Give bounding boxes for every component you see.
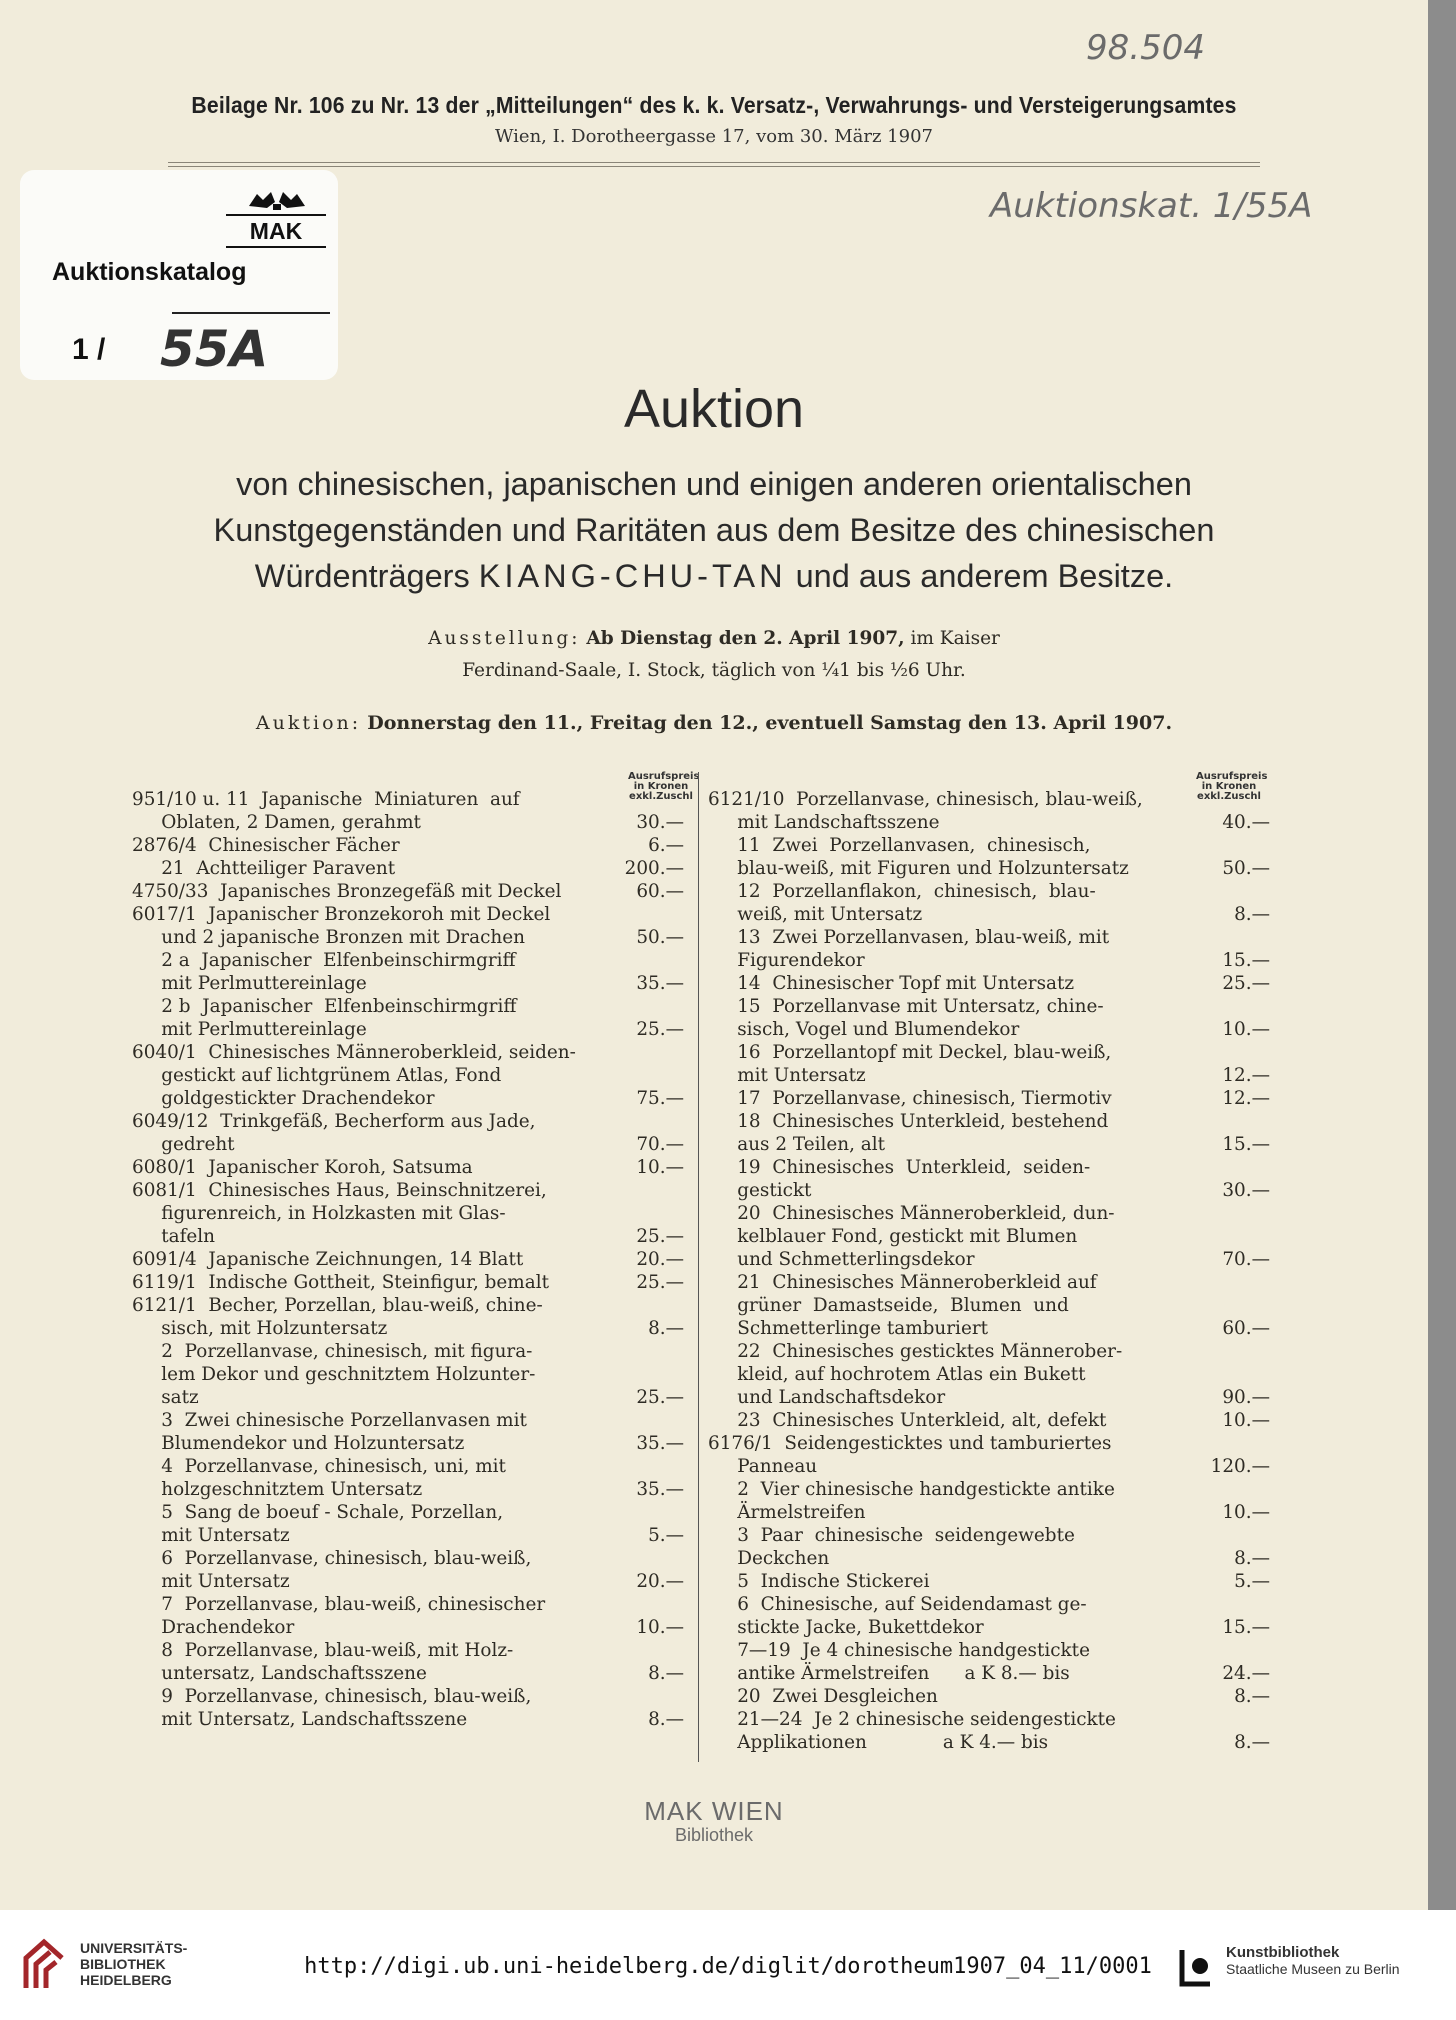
- lot-line: [132, 1685, 684, 1708]
- exhibition-line-1: [0, 628, 1428, 649]
- page-title: Auktion: [623, 379, 805, 439]
- mak-logo-text: MAK: [249, 218, 303, 244]
- lot-price: 35.—: [636, 973, 684, 994]
- lot-price: 10.—: [1222, 1410, 1270, 1431]
- column-divider: [698, 772, 699, 1762]
- lot-line: [708, 1455, 1270, 1478]
- lot-price: 8.—: [648, 1709, 684, 1730]
- owner-name: KIANG-CHU-TAN: [478, 558, 787, 594]
- lot-description: 6119/1 Indische Gottheit, Steinfigur, bemalt: [132, 1272, 549, 1293]
- lot-line: [132, 1179, 684, 1202]
- lot-description: 22 Chinesisches gesticktes Männerober-: [708, 1341, 1123, 1362]
- lot-line: [132, 1271, 684, 1294]
- lot-line: [132, 1593, 684, 1616]
- lot-description: 2 a Japanischer Elfenbeinschirmgriff: [132, 950, 516, 971]
- lot-description: kelblauer Fond, gestickt mit Blumen: [708, 1226, 1078, 1247]
- catalog-number-handwritten: 55A: [160, 320, 269, 378]
- lot-line: [708, 949, 1270, 972]
- lot-price: 10.—: [636, 1617, 684, 1638]
- lot-line: [708, 1616, 1270, 1639]
- lot-price: 12.—: [1222, 1088, 1270, 1109]
- lot-price: 8.—: [648, 1318, 684, 1339]
- lot-description: 14 Chinesischer Topf mit Untersatz: [708, 973, 1075, 994]
- lot-line: [132, 1501, 684, 1524]
- subtitle-line-1: von chinesischen, japanischen und einigen anderen orientalischen: [236, 466, 1192, 502]
- lot-line: [708, 1064, 1270, 1087]
- lot-price: 25.—: [1222, 973, 1270, 994]
- lot-description: 20 Chinesisches Männeroberkleid, dun-: [708, 1203, 1115, 1224]
- lot-price: 24.—: [1222, 1663, 1270, 1684]
- lot-line: [708, 1363, 1270, 1386]
- lot-description: grüner Damastseide, Blumen und: [708, 1295, 1069, 1316]
- lot-price: 20.—: [636, 1249, 684, 1270]
- lot-description: 2876/4 Chinesischer Fächer: [132, 835, 400, 856]
- lot-description: 12 Porzellanflakon, chinesisch, blau-: [708, 881, 1096, 902]
- lot-price: 10.—: [636, 1157, 684, 1178]
- handwritten-inventory-number: 98.504: [1086, 28, 1205, 68]
- lot-line: [708, 1179, 1270, 1202]
- lot-description: holzgeschnitztem Untersatz: [132, 1479, 423, 1500]
- lot-description: 20 Zwei Desgleichen: [708, 1686, 938, 1707]
- lot-price: 10.—: [1222, 1502, 1270, 1523]
- exhibition-date: Ab Dienstag den 2. April 1907,: [586, 628, 905, 649]
- subtitle-line-3: [0, 558, 1428, 595]
- lot-description: mit Landschaftsszene: [708, 812, 940, 833]
- lot-line: [132, 1708, 684, 1731]
- lot-price: 30.—: [1222, 1180, 1270, 1201]
- lot-line: [708, 1041, 1270, 1064]
- lot-description: Applikationen a K 4.— bis: [708, 1732, 1049, 1753]
- lot-description: kleid, auf hochrotem Atlas ein Bukett: [708, 1364, 1086, 1385]
- lot-line: [132, 1340, 684, 1363]
- lot-price: 75.—: [636, 1088, 684, 1109]
- lot-description: 2 b Japanischer Elfenbeinschirmgriff: [132, 996, 517, 1017]
- lot-line: [132, 1662, 684, 1685]
- lot-price: 120.—: [1210, 1456, 1270, 1477]
- subtitle-line-3-end: und aus anderem Besitze.: [795, 558, 1174, 594]
- lot-description: 6080/1 Japanischer Koroh, Satsuma: [132, 1157, 473, 1178]
- lot-line: [708, 1018, 1270, 1041]
- lot-description: 5 Indische Stickerei: [708, 1571, 930, 1592]
- lot-price: 35.—: [636, 1479, 684, 1500]
- lot-description: untersatz, Landschaftsszene: [132, 1663, 427, 1684]
- lot-line: [132, 1110, 684, 1133]
- lot-description: Schmetterlinge tamburiert: [708, 1318, 989, 1339]
- lot-price: 25.—: [636, 1019, 684, 1040]
- lot-description: gestickt: [708, 1180, 812, 1201]
- lot-line: [708, 1478, 1270, 1501]
- lot-description: Figurendekor: [708, 950, 865, 971]
- lot-description: 23 Chinesisches Unterkleid, alt, defekt: [708, 1410, 1107, 1431]
- lot-description: sisch, Vogel und Blumendekor: [708, 1019, 1020, 1040]
- lot-description: lem Dekor und geschnitztem Holzunter-: [132, 1364, 536, 1385]
- university-library-name: UNIVERSITÄTS- BIBLIOTHEK HEIDELBERG: [80, 1940, 188, 1988]
- lot-description: 17 Porzellanvase, chinesisch, Tiermotiv: [708, 1088, 1112, 1109]
- lot-description: aus 2 Teilen, alt: [708, 1134, 886, 1155]
- lot-price: 25.—: [636, 1272, 684, 1293]
- lot-description: goldgestickter Drachendekor: [132, 1088, 435, 1109]
- lot-description: 3 Zwei chinesische Porzellanvasen mit: [132, 1410, 527, 1431]
- lot-description: 21—24 Je 2 chinesische seidengestickte: [708, 1709, 1116, 1730]
- lot-description: mit Untersatz: [132, 1571, 290, 1592]
- lot-line: [132, 926, 684, 949]
- lot-description: 4750/33 Japanisches Bronzegefäß mit Deckel: [132, 881, 562, 902]
- lot-line: [708, 1593, 1270, 1616]
- right-price-column-header: Ausrufspreis in Kronen exkl.Zuschl: [1196, 771, 1268, 802]
- lot-price: 70.—: [636, 1134, 684, 1155]
- lot-price: 60.—: [636, 881, 684, 902]
- permalink-url[interactable]: http://digi.ub.uni-heidelberg.de/diglit/dorotheum1907_04_11/0001: [304, 1954, 1152, 1979]
- lot-line: [132, 1616, 684, 1639]
- lot-line: [132, 1041, 684, 1064]
- lot-description: und Landschaftsdekor: [708, 1387, 946, 1408]
- lot-description: gestickt auf lichtgrünem Atlas, Fond: [132, 1065, 502, 1086]
- auction-dates: [0, 712, 1428, 734]
- lot-line: [132, 1225, 684, 1248]
- exhibition-location-start: im Kaiser: [910, 628, 1000, 649]
- lot-line: [132, 1294, 684, 1317]
- lot-description: 4 Porzellanvase, chinesisch, uni, mit: [132, 1456, 506, 1477]
- catalog-label: Auktionskatalog: [52, 258, 247, 286]
- lot-price: 25.—: [636, 1226, 684, 1247]
- lot-line: [708, 926, 1270, 949]
- catalog-number-prefix: 1 /: [72, 333, 106, 366]
- lot-price: 15.—: [1222, 1617, 1270, 1638]
- lot-line: [132, 1570, 684, 1593]
- lot-line: [708, 1432, 1270, 1455]
- auction-label: Auktion:: [255, 712, 362, 734]
- lot-line: [708, 1202, 1270, 1225]
- lot-line: [132, 1478, 684, 1501]
- lot-price: 50.—: [636, 927, 684, 948]
- digitization-footer: [0, 1910, 1456, 2020]
- lot-description: 21 Achtteiliger Paravent: [132, 858, 396, 879]
- lot-price: 6.—: [648, 835, 684, 856]
- lot-line: [708, 1731, 1270, 1754]
- exhibition-line-2: Ferdinand-Saale, I. Stock, täglich von ¼1 bis ½6 Uhr.: [462, 660, 966, 681]
- lot-description: 6 Porzellanvase, chinesisch, blau-weiß,: [132, 1548, 532, 1569]
- handwritten-catalog-reference: Auktionskat. 1/55A: [990, 186, 1313, 226]
- lot-line: [708, 1225, 1270, 1248]
- lot-description: tafeln: [132, 1226, 216, 1247]
- lot-line: [708, 1133, 1270, 1156]
- lot-price: 30.—: [636, 812, 684, 833]
- lot-description: 6176/1 Seidengesticktes und tamburiertes: [708, 1433, 1112, 1454]
- supplement-header: Beilage Nr. 106 zu Nr. 13 der „Mitteilungen“ des k. k. Versatz-, Verwahrungs- und Versteigerungsamtes: [191, 92, 1237, 118]
- lot-line: [708, 857, 1270, 880]
- lot-line: [132, 1064, 684, 1087]
- lot-line: [132, 834, 684, 857]
- lot-price: 25.—: [636, 1387, 684, 1408]
- lot-line: [708, 1294, 1270, 1317]
- lot-line: [132, 1409, 684, 1432]
- lot-line: [708, 1386, 1270, 1409]
- lot-line: [708, 903, 1270, 926]
- lot-line: [708, 1524, 1270, 1547]
- lot-line: [132, 788, 684, 811]
- lot-line: [132, 857, 684, 880]
- lot-description: 6081/1 Chinesisches Haus, Beinschnitzerei,: [132, 1180, 547, 1201]
- header-rule-bottom: [168, 166, 1260, 167]
- lot-line: [132, 972, 684, 995]
- lot-description: Blumendekor und Holzuntersatz: [132, 1433, 465, 1454]
- lot-description: 11 Zwei Porzellanvasen, chinesisch,: [708, 835, 1091, 856]
- lot-line: [708, 811, 1270, 834]
- lot-description: 9 Porzellanvase, chinesisch, blau-weiß,: [132, 1686, 532, 1707]
- lot-price: 8.—: [1234, 1732, 1270, 1753]
- lot-description: mit Untersatz: [132, 1525, 290, 1546]
- lot-line: [708, 995, 1270, 1018]
- lot-line: [708, 1271, 1270, 1294]
- subtitle-line-2: Kunstgegenständen und Raritäten aus dem Besitze des chinesischen: [213, 512, 1215, 548]
- lot-line: [132, 1248, 684, 1271]
- lot-description: 2 Porzellanvase, chinesisch, mit figura-: [132, 1341, 533, 1362]
- lot-line: [708, 1547, 1270, 1570]
- lot-description: Oblaten, 2 Damen, gerahmt: [132, 812, 421, 833]
- kunstbibliothek-name: Kunstbibliothek Staatliche Museen zu Berlin: [1226, 1944, 1400, 1977]
- lot-description: 6 Chinesische, auf Seidendamast ge-: [708, 1594, 1087, 1615]
- lot-line: [132, 1455, 684, 1478]
- lot-line: [132, 880, 684, 903]
- lot-price: 10.—: [1222, 1019, 1270, 1040]
- lot-line: [708, 1087, 1270, 1110]
- lot-description: Drachendekor: [132, 1617, 295, 1638]
- lot-line: [132, 1363, 684, 1386]
- lot-price: 12.—: [1222, 1065, 1270, 1086]
- lot-description: 21 Chinesisches Männeroberkleid auf: [708, 1272, 1097, 1293]
- lot-line: [708, 1110, 1270, 1133]
- library-stamp: MAK WIEN Bibliothek: [644, 1796, 784, 1845]
- lot-description: 6121/1 Becher, Porzellan, blau-weiß, chine-: [132, 1295, 543, 1316]
- supplement-address: Wien, I. Dorotheergasse 17, vom 30. März 1907: [494, 126, 933, 147]
- lot-line: [132, 1156, 684, 1179]
- lot-description: mit Untersatz: [708, 1065, 866, 1086]
- lot-description: 6121/10 Porzellanvase, chinesisch, blau-weiß,: [708, 789, 1143, 810]
- lot-line: [132, 949, 684, 972]
- lot-description: und 2 japanische Bronzen mit Drachen: [132, 927, 525, 948]
- mak-logo-rule-bottom: [226, 246, 326, 248]
- lot-description: 13 Zwei Porzellanvasen, blau-weiß, mit: [708, 927, 1110, 948]
- lot-price: 200.—: [624, 858, 684, 879]
- lot-description: 6017/1 Japanischer Bronzekoroh mit Deckel: [132, 904, 551, 925]
- lot-description: 18 Chinesisches Unterkleid, bestehend: [708, 1111, 1109, 1132]
- lot-description: 19 Chinesisches Unterkleid, seiden-: [708, 1157, 1091, 1178]
- lot-description: 3 Paar chinesische seidengewebte: [708, 1525, 1075, 1546]
- lot-description: weiß, mit Untersatz: [708, 904, 923, 925]
- lot-price: 5.—: [648, 1525, 684, 1546]
- scan-edge: [1428, 0, 1456, 1910]
- lot-line: [708, 1685, 1270, 1708]
- lot-price: 50.—: [1222, 858, 1270, 879]
- lot-line: [708, 972, 1270, 995]
- lot-description: mit Untersatz, Landschaftsszene: [132, 1709, 468, 1730]
- lot-description: 7 Porzellanvase, blau-weiß, chinesischer: [132, 1594, 546, 1615]
- mak-logo-rule-top: [226, 214, 326, 216]
- lot-line: [708, 1248, 1270, 1271]
- exhibition-label: Ausstellung:: [428, 628, 581, 649]
- lot-price: 5.—: [1234, 1571, 1270, 1592]
- lot-description: mit Perlmuttereinlage: [132, 973, 367, 994]
- lot-price: 8.—: [1234, 904, 1270, 925]
- lot-line: [708, 1501, 1270, 1524]
- lot-line: [708, 1708, 1270, 1731]
- lot-price: 15.—: [1222, 1134, 1270, 1155]
- lot-description: satz: [132, 1387, 199, 1408]
- lot-price: 8.—: [1234, 1686, 1270, 1707]
- lot-description: Deckchen: [708, 1548, 830, 1569]
- lot-description: 5 Sang de boeuf - Schale, Porzellan,: [132, 1502, 504, 1523]
- lot-line: [132, 995, 684, 1018]
- lot-line: [708, 1340, 1270, 1363]
- lot-line: [708, 1570, 1270, 1593]
- lot-description: 16 Porzellantopf mit Deckel, blau-weiß,: [708, 1042, 1112, 1063]
- lot-description: und Schmetterlingsdekor: [708, 1249, 975, 1270]
- lot-price: 20.—: [636, 1571, 684, 1592]
- lot-description: figurenreich, in Holzkasten mit Glas-: [132, 1203, 506, 1224]
- lot-price: 70.—: [1222, 1249, 1270, 1270]
- lot-line: [708, 788, 1270, 811]
- lot-description: 8 Porzellanvase, blau-weiß, mit Holz-: [132, 1640, 514, 1661]
- auction-date-text: Donnerstag den 11., Freitag den 12., eventuell Samstag den 13. April 1907.: [367, 712, 1173, 734]
- header-rule-top: [168, 162, 1260, 163]
- lot-description: 2 Vier chinesische handgestickte antike: [708, 1479, 1115, 1500]
- lot-line: [132, 1524, 684, 1547]
- lot-line: [708, 1317, 1270, 1340]
- lot-price: 60.—: [1222, 1318, 1270, 1339]
- lot-price: 8.—: [648, 1663, 684, 1684]
- lot-description: 6049/12 Trinkgefäß, Becherform aus Jade,: [132, 1111, 536, 1132]
- lot-price: 40.—: [1222, 812, 1270, 833]
- label-card-rule: [172, 312, 330, 314]
- lot-description: mit Perlmuttereinlage: [132, 1019, 367, 1040]
- lot-line: [708, 1662, 1270, 1685]
- lot-line: [132, 1133, 684, 1156]
- lot-description: gedreht: [132, 1134, 235, 1155]
- lot-description: antike Ärmelstreifen a K 8.— bis: [708, 1663, 1070, 1684]
- lot-description: 951/10 u. 11 Japanische Miniaturen auf: [132, 789, 520, 810]
- lot-line: [708, 880, 1270, 903]
- lot-description: stickte Jacke, Bukettdekor: [708, 1617, 984, 1638]
- lot-description: sisch, mit Holzuntersatz: [132, 1318, 388, 1339]
- lot-line: [132, 1202, 684, 1225]
- lot-description: 7—19 Je 4 chinesische handgestickte: [708, 1640, 1090, 1661]
- lot-line: [132, 811, 684, 834]
- lot-line: [132, 1087, 684, 1110]
- lot-description: 6040/1 Chinesisches Männeroberkleid, seiden-: [132, 1042, 576, 1063]
- lot-description: blau-weiß, mit Figuren und Holzuntersatz: [708, 858, 1129, 879]
- lot-line: [708, 834, 1270, 857]
- lot-description: 15 Porzellanvase mit Untersatz, chine-: [708, 996, 1104, 1017]
- lot-line: [132, 1018, 684, 1041]
- lot-line: [132, 1547, 684, 1570]
- lot-description: 6091/4 Japanische Zeichnungen, 14 Blatt: [132, 1249, 524, 1270]
- lot-line: [708, 1409, 1270, 1432]
- lot-line: [132, 1432, 684, 1455]
- lot-price: 90.—: [1222, 1387, 1270, 1408]
- lot-description: Panneau: [708, 1456, 818, 1477]
- lot-description: Ärmelstreifen: [708, 1502, 866, 1523]
- lot-line: [132, 1639, 684, 1662]
- lot-price: 35.—: [636, 1433, 684, 1454]
- lot-line: [132, 1386, 684, 1409]
- lot-price: 15.—: [1222, 950, 1270, 971]
- mak-eagle-logo-icon: [245, 188, 309, 212]
- lot-line: [708, 1156, 1270, 1179]
- lot-line: [132, 903, 684, 926]
- lot-line: [708, 1639, 1270, 1662]
- subtitle-line-3-start: Würdenträgers: [254, 558, 470, 594]
- kunstbibliothek-logo-icon: [1178, 1944, 1214, 1990]
- left-price-column-header: Ausrufspreis in Kronen exkl.Zuschl: [628, 771, 700, 802]
- lot-line: [132, 1317, 684, 1340]
- lot-price: 8.—: [1234, 1548, 1270, 1569]
